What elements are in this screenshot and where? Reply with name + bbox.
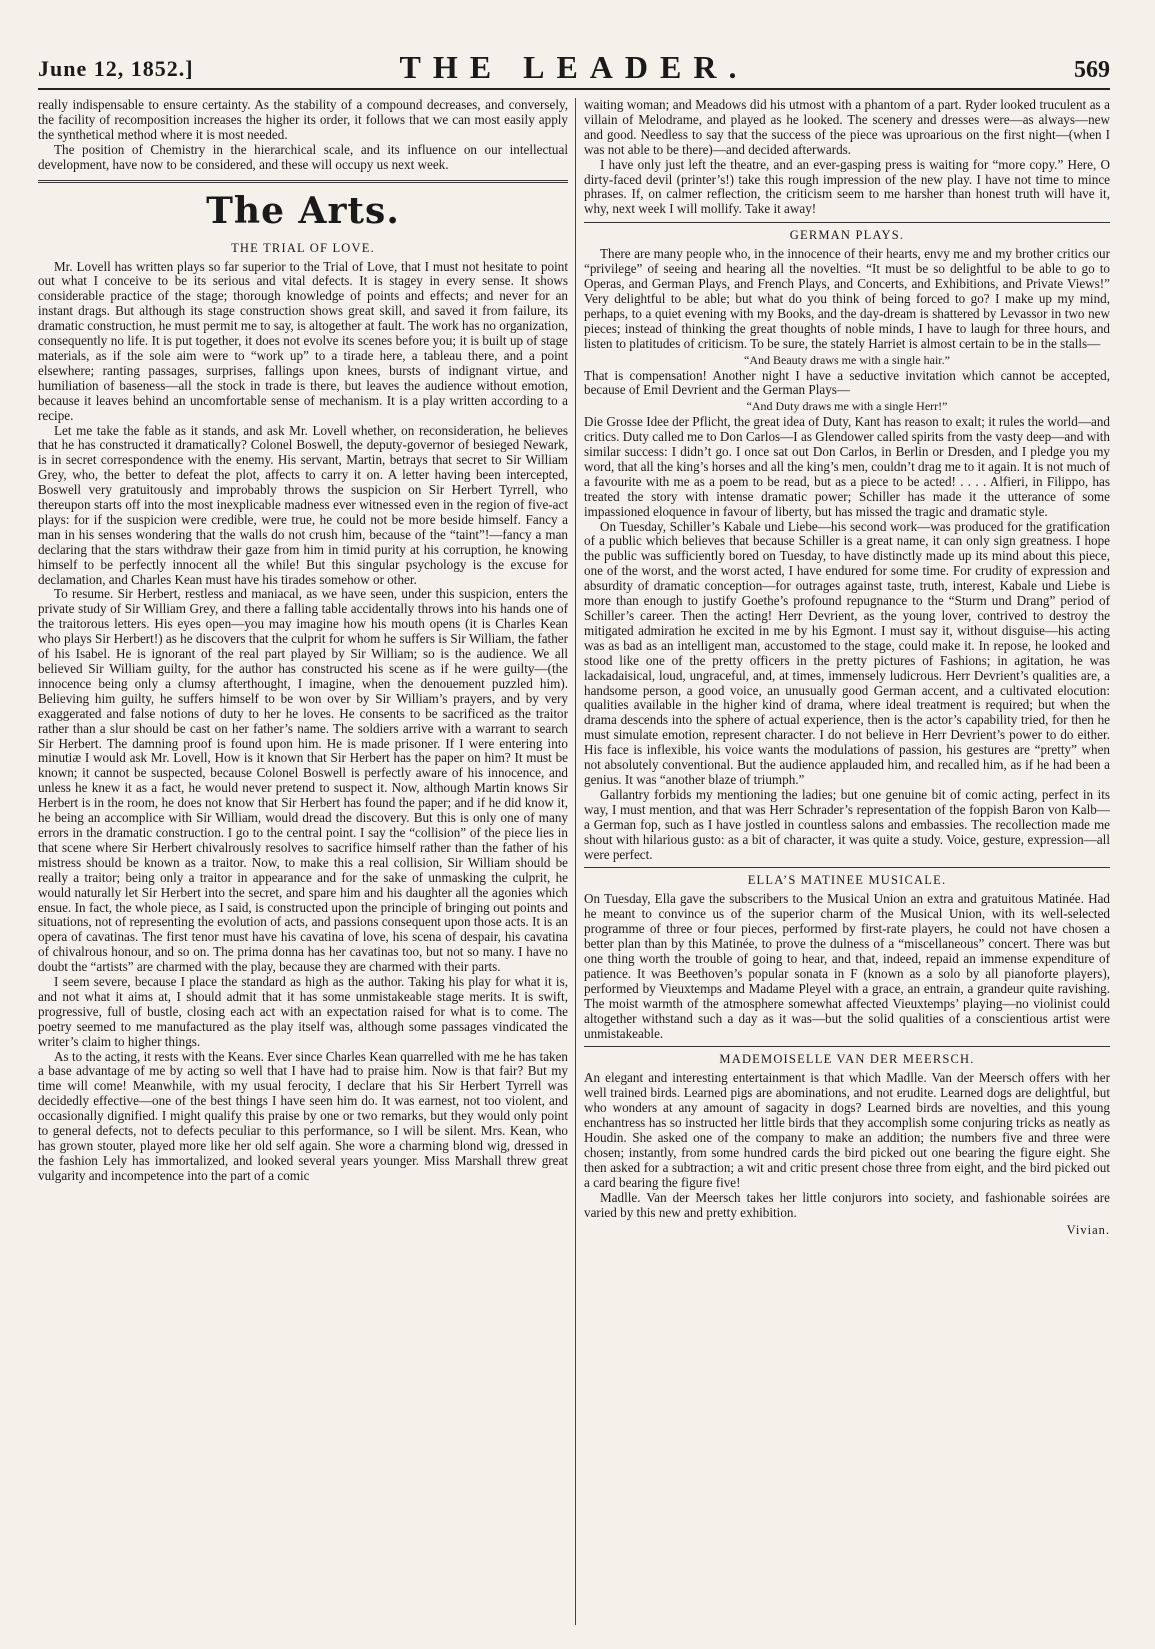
- meersch-paragraph-1: An elegant and interesting entertainment is that which Madlle. Van der Meersch offers with her well trained birds. Learned pigs are abominations, and not erudite. Learned dogs are delightful, but who wonders at any amount of sagacity in dogs? Learned birds are novelties, and this young enchantress has so instructed her little birds that they accomplish some conjuring tricks as neatly as Houdin. She asked one of the company to make an addition; the numbers five and three were chosen; instantly, from some hundred cards the bird picked out one bearing the figure eight. She then asked for a subtraction; a wit and critic present chose three from eight, and the bird picked out a card bearing the figure five!: [584, 1070, 1110, 1190]
- trial-paragraph-2: Let me take the fable as it stands, and ask Mr. Lovell whether, on reconsideration, he believes that he has constructed it dramatically? Colonel Boswell, the deputy-governor of besieged Newark, is in secret correspondence with the enemy. His servant, Martin, betrays that secret to Sir William Grey, who, the better to defeat the plot, affects to carry it on. A letter having been intercepted, Boswell very gratuitously and improbably throws the suspicion on Sir Herbert Tyrrell, who thereupon starts off into the most inexplicable madness ever witnessed even in the region of five-act plays: for if the suspicion were credible, were true, he could not be more beside himself. Fancy a man in his senses wondering that the walls do not crush him, because of the “taint”!—fancy a man declaring that the stars withdraw their gaze from him in timid purity at his corruption, he knowing himself to be perfectly innocent all the while! But this singular psychology is the excuse for declamation, and Charles Kean must have his tirades somehow or other.: [38, 422, 568, 587]
- article-title-trial-of-love: THE TRIAL OF LOVE.: [231, 240, 375, 255]
- trial-paragraph-1: Mr. Lovell has written plays so far superior to the Trial of Love, that I must not hesitate to point out what I conceive to be its serious and vital defects. It is stagey in every sense. It shows considerable practice of the stage; thorough knowledge of points and effects; and never for an instant drags. But although its stage construction shows great skill, and saved it from failure, its dramatic construction, he must permit me to say, is altogether at fault. The work has no organization, consequently no life. It is put together, it does not evolve its scenes before you; it is built up of stage materials, as if the sole aim were to “work up” to a tirade here, a tableau there, and a point elsewhere; ranting passages, surprises, fallings upon knees, bursts of indignant virtue, and humiliation of baseness—all the stock in trade is there, but leaves the audience without emotion, because it leaves behind an uncomfortable sense of mechanism. It is a play written according to a recipe.: [38, 258, 568, 423]
- right-column: [584, 98, 1110, 1629]
- trial-paragraph-3: To resume. Sir Herbert, restless and maniacal, as we have seen, under this suspicion, enters the private study of Sir William Grey, and there a falling table accidentally throws into his hands one of the traitorous letters. His eyes open—you may imagine how his mouth opens (it is Charles Kean who plays Sir Herbert!) as he discovers that the culprit for whom he suffers is Sir William, the father of his Isabel. He is ignorant of the real part played by Sir William; so is the audience. We all believed Sir William guilty, for the author has constructed his scene as if he were guilty—(the innocence being only a clumsy afterthought, I imagine, when the denouement puzzled him). Believing him guilty, he suffers himself to be won over by Sir William’s prayers, and by very exaggerated and false notions of duty to her he loves. He consents to be sacrificed as the traitor rather than a slur should be cast on her father’s name. The soldiers arrive with a warrant to search Sir Herbert. The damning proof is found upon him. He is made prisoner. If I were entering into minutiæ I would ask Mr. Lovell, How is it known that Sir Herbert has the paper on him? It must be known; it cannot be suspected, because Colonel Boswell is perfectly aware of his innocence, and unless he knew it as a fact, he would never pretend to suspect it. Now, although Martin knows Sir Herbert is in the room, he does not know that Sir Herbert has found the paper; and if he did know it, he being an accomplice with Sir William, would dread the discovery. But this is only one of many errors in the dramatic construction. I go to the central point. I say the “collision” of the piece lies in that scene where Sir Herbert chivalrously resolves to sacrifice himself rather than the father of his mistress should be known as a traitor. Now, to make this a real collision, Sir William should be really a traitor; being only a traitor in appearance and for the sake of unmasking the culprit, he would naturally let Sir Herbert into the secret, and spare him and his daughter all the agonies which ensue. In fact, the whole piece, as I said, is constructed upon the principle of bringing out points and situations, not of representing the evolution of acts, and passions consequent upon those acts. It is an opera of cavatinas. The first tenor must have his cavatina of love, his scena of despair, his cavatina of chivalrous honour, and so on. The prima donna has her cavatinas too, but not so many. I have no doubt the “artists” are charmed with the play, because they are charmed with their parts.: [38, 586, 568, 975]
- german-paragraph-2: That is compensation! Another night I have a seductive invitation which cannot be accepted, because of Emil Devrient and the German Plays—: [584, 367, 1110, 398]
- masthead: [38, 48, 1110, 90]
- trial-paragraph-5: As to the acting, it rests with the Keans. Ever since Charles Kean quarrelled with me he has taken a base advantage of me by acting so well that I have had to praise him. Now is that fair? But my time will come! Meanwhile, with my usual ferocity, I declare that his Sir Herbert Tyrrell was decidedly effective—one of the best things I have seen him do. It was earnest, not too violent, and occasionally dignified. I might qualify this praise by one or two remarks, but they would only point to general defects, not to defects peculiar to this performance, so I will be silent. Mrs. Kean, who has grown stouter, played more like her old self again. She wore a charming blond wig, dressed in the fashion Lely has immortalized, and looked several years younger. Miss Marshall threw great vulgarity and incompetence into the part of a comic: [38, 1048, 568, 1183]
- article-title-german-plays: GERMAN PLAYS.: [789, 228, 905, 243]
- ella-paragraph: On Tuesday, Ella gave the subscribers to the Musical Union an extra and gratuitous Matinée. Had he meant to convince us of the superior charm of the Musical Union, with its well-selected programme of three or four pieces, performed by first-rate players, he could not have chosen a better plan than by this Matinée, to prove the dulness of a “miscellaneous” concert. There was but one thing worth the trouble of going to hear, and that, indeed, repaid an immense expenditure of patience. It was Beethoven’s popular sonata in F (known as a solo by all pianoforte players), performed by Vieuxtemps and Madame Pleyel with a grace, an entrain, a grandeur quite ravishing. The moist warmth of the atmosphere somewhat affected Vieuxtemps’ playing—no violinist could altogether withstand such a day as it was—but the solid qualities of a conscientious artist were unmistakeable.: [584, 891, 1110, 1041]
- german-paragraph-3: Die Grosse Idee der Pflicht, the great idea of Duty, Kant has reason to exalt; it rules the world—and critics. Duty called me to Don Carlos—I as Glendower called spirits from the vasty deep—and with similar success: I didn’t go. I once sat out Don Carlos, in Berlin or Dresden, and I pledge you my word, that all the king’s horses and all the king’s men, couldn’t drag me to it again. It is not much of a favourite with me as a poem to be read, but as a piece to be acted! . . . . Alfieri, in Filippo, has treated the story with intense dramatic power; Schiller has made it the utterance of some impassioned eloquence in favour of liberty, but has missed the tragic and dramatic style.: [584, 414, 1110, 519]
- german-quote-2: “And Duty draws me with a single Herr!”: [746, 399, 948, 414]
- german-paragraph-5: Gallantry forbids my mentioning the ladies; but one genuine bit of comic acting, perfect in its way, I must mention, and that was Herr Schrader’s representation of the foppish Baron von Kalb—a German fop, such as I have jostled in countless salons and embassies. The recollection made me shout with hilarious gusto: as a bit of character, it was quite a study. Voice, gesture, expression—all were perfect.: [584, 786, 1110, 862]
- column-divider: [575, 98, 576, 1625]
- article-title-van-der-meersch: MADEMOISELLE VAN DER MEERSCH.: [719, 1052, 975, 1067]
- chemistry-paragraph-1: really indispensable to ensure certainty. As the stability of a compound decreases, and conversely, the facility of recomposition increases the higher its order, it follows that we can most easily apply the synthetical method where it is most needed.: [38, 98, 568, 142]
- german-paragraph-4: On Tuesday, Schiller’s Kabale und Liebe—his second work—was produced for the gratification of a public which believes that because Schiller is a great name, it can only sign greatness. I hope the public was sufficiently bored on Tuesday, to have distinctly made up its mind about this piece, one of the worst, and the worst acted, I have endured for some time. For crudity of expression and absurdity of dramatic conception—for outrages against taste, truth, interest, Kabale und Liebe is more than enough to justify Goethe’s profound repugnance to the “Sturm und Drang” period of Schiller’s career. Then the acting! Herr Devrient, as the young lover, contrived to destroy the mitigated admiration he excited in me by his Egmont. I must say it, without disguise—his acting was as bad as an intelligent man, accustomed to the stage, could make it. In repose, he looked and stood like one of the pretty officers in the pretty pictures of Fashions; in agitation, he was lackadaisical, loud, ungraceful, and, at times, immensely ludicrous. Herr Devrient’s qualities are, a handsome person, a good voice, an unusually good German accent, and a cultivated elocution: qualities available in the higher kind of drama, where ideal treatment is required; but when the drama descends into the sphere of actual experience, then is the actor’s capability tried, for then he must simulate emotion, represent character. I do not believe in Herr Devrient’s power to do either. His face is inflexible, his voice wants the modulations of passion, his gestures are “pretty” when not absolutely conventional. But the audience applauded him, and recalled him, as if he had been a genius. It was “another blaze of triumph.”: [584, 518, 1110, 787]
- article-title-ella-matinee: ELLA’S MATINEE MUSICALE.: [747, 873, 947, 888]
- page-number: 569: [1074, 57, 1110, 83]
- article-divider: [584, 1046, 1110, 1047]
- meersch-paragraph-2: Madlle. Van der Meersch takes her little conjurors into society, and fashionable soirées are varied by this new and pretty exhibition.: [584, 1189, 1110, 1220]
- trial-paragraph-4: I seem severe, because I place the standard as high as the author. Taking his play for what it is, and not what it aims at, I should admit that it has some unmistakeable stage merits. It is swift, progressive, full of bustle, closing each act with an expectation raised for what is to come. The poetry seemed to me manufactured as the play itself was, although some passages vindicated the writer’s claim to higher things.: [38, 974, 568, 1049]
- german-quote-1: “And Beauty draws me with a single hair.”: [744, 352, 950, 367]
- left-column: [38, 98, 568, 1629]
- section-divider: [38, 180, 568, 183]
- chemistry-paragraph-2: The position of Chemistry in the hierarchical scale, and its influence on our intellectual development, have now to be considered, and these will occupy us next week.: [38, 141, 568, 172]
- author-signature: Vivian.: [1066, 1222, 1110, 1237]
- german-paragraph-1: There are many people who, in the innocence of their hearts, envy me and my brother critics our “privilege” of seeing and hearing all the novelties. “It must be so delightful to be able to go to Operas, and German Plays, and French Plays, and Concerts, and Exhibitions, and Private Views!” Very delightful to be able; but what do you think of being forced to go? I make up my mind, perhaps, to a quiet evening with my Books, and the day-dream is shattered by Levassor in two new pieces; instead of thinking the great thoughts of noble minds, I have to laugh for three hours, and listen to platitudes of criticism. To be sure, the stately Harriet is almost certain to be in the stalls—: [584, 246, 1110, 351]
- article-divider: [584, 867, 1110, 868]
- article-divider: [584, 222, 1110, 223]
- trial-continuation-1: waiting woman; and Meadows did his utmost with a phantom of a part. Ryder looked truculent as a villain of Melodrame, and played as he looked. The scenery and dresses were—as always—new and good. Needless to say that the success of the piece was uproarious on the first night—(when I was not able to be there)—and decided afterwards.: [584, 98, 1110, 157]
- trial-continuation-2: I have only just left the theatre, and an ever-gasping press is waiting for “more copy.” Here, O dirty-faced devil (printer’s!) take this rough impression of the new play. I have not time to mince phrases. If, on calmer reflection, the criticism seem to me harsher than honest truth will have it, why, next week I will mollify. Take it away!: [584, 156, 1110, 217]
- issue-date: June 12, 1852.]: [38, 56, 194, 81]
- newspaper-title: THE LEADER.: [399, 49, 749, 85]
- section-title-arts: The Arts.: [206, 189, 400, 232]
